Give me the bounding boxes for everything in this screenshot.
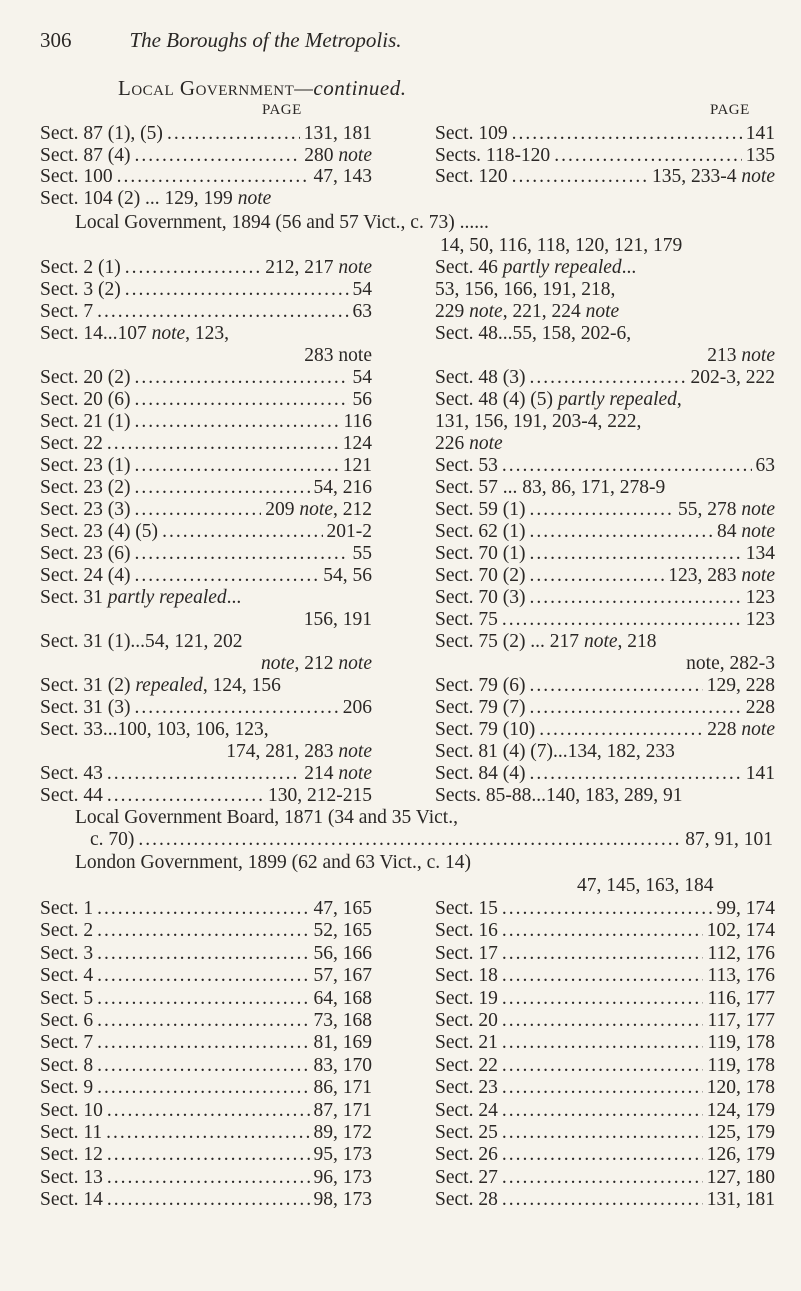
entry-section: Sect. 23 (4) (5) bbox=[40, 521, 159, 542]
entry-section: Sect. 22 bbox=[40, 433, 103, 454]
index-entry bbox=[40, 1077, 372, 1099]
entry-text: Sect. 57 ... 83, 86, 171, 278-9 bbox=[435, 477, 666, 498]
index-entry bbox=[40, 785, 372, 807]
entry-section: Sect. 8 bbox=[40, 1054, 94, 1076]
index-entry bbox=[40, 455, 372, 477]
entry-section: Sect. 70 (3) bbox=[435, 587, 526, 608]
entry-section: Sect. 24 bbox=[435, 1099, 498, 1121]
index-entry bbox=[435, 145, 775, 167]
entry-text: 226 note bbox=[435, 433, 503, 454]
entry-section: Sect. 13 bbox=[40, 1166, 103, 1188]
index-entry bbox=[435, 411, 775, 433]
entry-pages: 228 bbox=[745, 697, 775, 718]
index-entry bbox=[435, 543, 775, 565]
index-entry bbox=[40, 965, 372, 987]
entry-pages: 280 note bbox=[304, 144, 372, 166]
entry-pages: 123 bbox=[745, 609, 775, 630]
entry-section: Sect. 24 (4) bbox=[40, 565, 131, 586]
entry-pages: 283 note bbox=[304, 345, 372, 366]
index-entry bbox=[435, 367, 775, 389]
index-entry bbox=[40, 1144, 372, 1166]
entry-section: Sect. 20 bbox=[435, 1009, 498, 1031]
entry-pages: 174, 281, 283 note bbox=[226, 741, 372, 762]
entry-section: Sect. 2 bbox=[40, 920, 94, 942]
entry-section: Sect. 26 bbox=[435, 1144, 498, 1166]
index-entry bbox=[40, 1100, 372, 1122]
index-entry bbox=[40, 257, 372, 279]
index-entry bbox=[40, 499, 372, 521]
index-entry bbox=[40, 145, 372, 167]
entry-pages: 202-3, 222 bbox=[690, 367, 775, 388]
entry-section: Sect. 53 bbox=[435, 455, 498, 476]
entry-pages: 63 bbox=[352, 301, 372, 322]
entry-pages: 123, 283 note bbox=[668, 565, 775, 586]
entry-pages: 102, 174 bbox=[706, 920, 775, 942]
index-entry bbox=[435, 257, 775, 279]
section-title bbox=[118, 76, 406, 101]
entry-text: 229 note, 221, 224 note bbox=[435, 301, 620, 322]
entry-pages: 55 bbox=[352, 543, 372, 564]
index-entry bbox=[435, 565, 775, 587]
index-entry bbox=[435, 455, 775, 477]
entry-pages: 56 bbox=[352, 389, 372, 410]
index-entry bbox=[40, 697, 372, 719]
index-entry bbox=[435, 988, 775, 1010]
index-entry bbox=[40, 741, 372, 763]
entry-section: Sect. 21 bbox=[435, 1032, 498, 1054]
block1-left-column bbox=[40, 123, 372, 209]
entry-pages: 113, 176 bbox=[707, 965, 775, 987]
entry-section: Sect. 1 bbox=[40, 898, 94, 919]
index-entry bbox=[40, 1189, 372, 1211]
index-entry bbox=[435, 433, 775, 455]
entry-text: 131, 156, 191, 203-4, 222, bbox=[435, 411, 642, 432]
index-entry bbox=[40, 587, 372, 609]
entry-section: Sect. 2 (1) bbox=[40, 257, 121, 278]
entry-pages: 84 note bbox=[717, 521, 775, 542]
entry-section: Sect. 70 (1) bbox=[435, 543, 526, 564]
entry-pages: 130, 212-215 bbox=[268, 785, 372, 806]
entry-pages: 55, 278 note bbox=[678, 499, 775, 520]
index-entry bbox=[40, 1122, 372, 1144]
entry-pages: 121 bbox=[342, 455, 372, 476]
index-entry bbox=[435, 653, 775, 675]
index-entry bbox=[40, 188, 372, 210]
entry-pages: 125, 179 bbox=[706, 1121, 775, 1143]
index-entry bbox=[435, 631, 775, 653]
entry-pages: 89, 172 bbox=[313, 1121, 372, 1143]
entry-section: Sect. 9 bbox=[40, 1077, 94, 1099]
entry-section: Sect. 62 (1) bbox=[435, 521, 526, 542]
entry-section: Sect. 15 bbox=[435, 898, 498, 919]
entry-pages: note, 212 note bbox=[260, 653, 372, 674]
index-entry bbox=[40, 920, 372, 942]
entry-section: Sect. 43 bbox=[40, 763, 103, 784]
entry-pages: 135 bbox=[745, 144, 775, 166]
index-entry bbox=[40, 166, 372, 188]
index-entry bbox=[435, 1077, 775, 1099]
index-entry bbox=[435, 521, 775, 543]
entry-section: Sect. 20 (6) bbox=[40, 389, 131, 410]
index-entry bbox=[40, 477, 372, 499]
page-column-header-left: PAGE bbox=[262, 102, 302, 118]
entry-pages: 54 bbox=[352, 367, 372, 388]
entry-pages: 47, 143 bbox=[313, 166, 372, 187]
entry-pages: 81, 169 bbox=[313, 1032, 372, 1054]
entry-section: Sect. 23 (2) bbox=[40, 477, 131, 498]
index-entry bbox=[435, 279, 775, 301]
index-entry bbox=[435, 741, 775, 763]
index-entry bbox=[40, 279, 372, 301]
entry-section: Sect. 16 bbox=[435, 920, 498, 942]
index-entry bbox=[435, 587, 775, 609]
index-entry bbox=[40, 1055, 372, 1077]
entry-section: Sect. 23 bbox=[435, 1077, 498, 1099]
entry-pages: 116 bbox=[343, 411, 372, 432]
entry-section: Sect. 79 (6) bbox=[435, 675, 526, 696]
entry-section: Sect. 22 bbox=[435, 1054, 498, 1076]
entry-section: Sect. 21 (1) bbox=[40, 411, 131, 432]
index-entry bbox=[435, 898, 775, 920]
entry-section: Sects. 118-120 bbox=[435, 144, 551, 166]
block3-left-column bbox=[40, 898, 372, 1211]
entry-pages: 214 note bbox=[304, 763, 372, 784]
index-entry bbox=[435, 1055, 775, 1077]
entry-pages: 54, 216 bbox=[313, 477, 372, 498]
index-entry bbox=[435, 166, 775, 188]
entry-section: Sect. 120 bbox=[435, 166, 508, 187]
index-entry bbox=[40, 367, 372, 389]
lgb-act-chapter: c. 70) bbox=[90, 829, 135, 850]
entry-pages: 156, 191 bbox=[303, 609, 372, 630]
page-number: 306 bbox=[40, 28, 72, 52]
index-entry bbox=[435, 785, 775, 807]
entry-section: Sect. 19 bbox=[435, 987, 498, 1009]
entry-pages: 52, 165 bbox=[313, 920, 372, 942]
entry-pages: 127, 180 bbox=[706, 1166, 775, 1188]
index-entry bbox=[40, 675, 372, 697]
index-entry bbox=[435, 1189, 775, 1211]
entry-pages: 99, 174 bbox=[716, 898, 775, 919]
entry-section: Sect. 23 (6) bbox=[40, 543, 131, 564]
entry-pages: 209 note, 212 bbox=[265, 499, 372, 520]
entry-section: Sect. 7 bbox=[40, 1032, 94, 1054]
entry-section: Sect. 109 bbox=[435, 123, 508, 144]
london-act-title: London Government, 1899 (62 and 63 Vict., c. 14) bbox=[75, 852, 471, 873]
index-entry bbox=[40, 123, 372, 145]
entry-section: Sect. 79 (7) bbox=[435, 697, 526, 718]
index-entry bbox=[435, 920, 775, 942]
entry-section: Sect. 31 (3) bbox=[40, 697, 131, 718]
section-continued: —continued. bbox=[294, 76, 407, 100]
entry-text: Sects. 85-88...140, 183, 289, 91 bbox=[435, 785, 683, 806]
entry-text: Sect. 81 (4) (7)...134, 182, 233 bbox=[435, 741, 675, 762]
entry-pages: 126, 179 bbox=[706, 1144, 775, 1166]
entry-section: Sect. 17 bbox=[435, 942, 498, 964]
entry-section: Sect. 6 bbox=[40, 1009, 94, 1031]
entry-pages: 57, 167 bbox=[313, 965, 372, 987]
entry-pages: 56, 166 bbox=[313, 942, 372, 964]
entry-pages: 96, 173 bbox=[313, 1166, 372, 1188]
index-entry bbox=[40, 1167, 372, 1189]
index-entry bbox=[435, 301, 775, 323]
entry-section: Sect. 25 bbox=[435, 1121, 498, 1143]
index-entry bbox=[435, 965, 775, 987]
entry-section: Sect. 44 bbox=[40, 785, 103, 806]
index-entry bbox=[40, 1032, 372, 1054]
entry-pages: 73, 168 bbox=[313, 1009, 372, 1031]
section-name: Local Government bbox=[118, 76, 295, 100]
index-entry bbox=[435, 1122, 775, 1144]
entry-section: Sect. 27 bbox=[435, 1166, 498, 1188]
index-entry bbox=[40, 943, 372, 965]
running-title: The Boroughs of the Metropolis. bbox=[129, 28, 402, 52]
entry-pages: 119, 178 bbox=[707, 1054, 775, 1076]
entry-section: Sect. 18 bbox=[435, 965, 498, 987]
index-entry bbox=[40, 323, 372, 345]
entry-pages: 131, 181 bbox=[303, 123, 372, 144]
page-column-header-right: PAGE bbox=[710, 102, 750, 118]
entry-pages: 201-2 bbox=[326, 521, 372, 542]
entry-pages: 64, 168 bbox=[313, 987, 372, 1009]
index-entry bbox=[435, 1144, 775, 1166]
entry-pages: 98, 173 bbox=[313, 1189, 372, 1211]
index-entry bbox=[435, 1100, 775, 1122]
lgb-act-pages: 87, 91, 101 bbox=[685, 829, 773, 850]
entry-pages: note, 282-3 bbox=[686, 653, 775, 674]
entry-text: Sect. 48...55, 158, 202-6, bbox=[435, 323, 632, 344]
block2-right-column bbox=[435, 257, 775, 807]
entry-pages: 124, 179 bbox=[706, 1099, 775, 1121]
entry-section: Sect. 59 (1) bbox=[435, 499, 526, 520]
entry-text: Sect. 31 (1)...54, 121, 202 bbox=[40, 631, 243, 652]
entry-section: Sect. 10 bbox=[40, 1099, 103, 1121]
entry-section: Sect. 100 bbox=[40, 166, 113, 187]
index-entry bbox=[40, 521, 372, 543]
entry-text: Sect. 75 (2) ... 217 note, 218 bbox=[435, 631, 657, 652]
index-entry bbox=[40, 631, 372, 653]
block1-right-column bbox=[435, 123, 775, 188]
act-1894-pages: 14, 50, 116, 118, 120, 121, 179 bbox=[440, 235, 683, 256]
entry-section: Sect. 75 bbox=[435, 609, 498, 630]
entry-pages: 119, 178 bbox=[707, 1032, 775, 1054]
index-entry bbox=[435, 719, 775, 741]
running-head bbox=[40, 28, 402, 53]
entry-section: Sect. 28 bbox=[435, 1189, 498, 1211]
entry-section: Sect. 70 (2) bbox=[435, 565, 526, 586]
entry-section: Sect. 12 bbox=[40, 1144, 103, 1166]
index-entry bbox=[40, 389, 372, 411]
block3-right-column bbox=[435, 898, 775, 1211]
entry-text: Sect. 48 (4) (5) partly repealed, bbox=[435, 389, 682, 410]
entry-section: Sect. 84 (4) bbox=[435, 763, 526, 784]
lgb-act-line2 bbox=[90, 829, 773, 851]
entry-text: Sect. 31 (2) repealed, 124, 156 bbox=[40, 675, 281, 696]
index-entry bbox=[40, 411, 372, 433]
entry-pages: 47, 165 bbox=[313, 898, 372, 919]
entry-pages: 54, 56 bbox=[323, 565, 372, 586]
index-entry bbox=[435, 389, 775, 411]
index-entry bbox=[40, 988, 372, 1010]
entry-pages: 95, 173 bbox=[313, 1144, 372, 1166]
entry-text: Sect. 14...107 note, 123, bbox=[40, 323, 230, 344]
index-entry bbox=[40, 433, 372, 455]
entry-pages: 116, 177 bbox=[707, 987, 775, 1009]
entry-section: Sect. 5 bbox=[40, 987, 94, 1009]
entry-section: Sect. 79 (10) bbox=[435, 719, 536, 740]
entry-pages: 228 note bbox=[707, 719, 775, 740]
entry-pages: 141 bbox=[745, 123, 775, 144]
index-entry bbox=[435, 609, 775, 631]
entry-pages: 134 bbox=[745, 543, 775, 564]
entry-section: Sect. 20 (2) bbox=[40, 367, 131, 388]
entry-text: Sect. 46 partly repealed... bbox=[435, 257, 637, 278]
entry-section: Sect. 3 bbox=[40, 942, 94, 964]
entry-pages: 123 bbox=[745, 587, 775, 608]
entry-section: Sect. 23 (1) bbox=[40, 455, 131, 476]
entry-section: Sect. 48 (3) bbox=[435, 367, 526, 388]
entry-section: Sect. 7 bbox=[40, 301, 94, 322]
index-entry bbox=[40, 609, 372, 631]
index-entry bbox=[40, 565, 372, 587]
entry-pages: 87, 171 bbox=[313, 1099, 372, 1121]
entry-text: Sect. 31 partly repealed... bbox=[40, 587, 242, 608]
index-entry bbox=[435, 675, 775, 697]
entry-pages: 63 bbox=[755, 455, 775, 476]
index-entry bbox=[40, 763, 372, 785]
index-entry bbox=[435, 1032, 775, 1054]
entry-pages: 213 note bbox=[707, 345, 775, 366]
entry-pages: 131, 181 bbox=[706, 1189, 775, 1211]
entry-section: Sect. 87 (4) bbox=[40, 144, 131, 166]
entry-section: Sect. 4 bbox=[40, 965, 94, 987]
index-entry bbox=[40, 719, 372, 741]
index-entry bbox=[435, 697, 775, 719]
index-entry bbox=[435, 1167, 775, 1189]
entry-section: Sect. 3 (2) bbox=[40, 279, 121, 300]
entry-pages: 141 bbox=[745, 763, 775, 784]
index-entry bbox=[435, 499, 775, 521]
entry-pages: 124 bbox=[342, 433, 372, 454]
entry-pages: 135, 233-4 note bbox=[652, 166, 775, 187]
entry-section: Sect. 23 (3) bbox=[40, 499, 131, 520]
entry-text: Sect. 104 (2) ... 129, 199 note bbox=[40, 187, 272, 209]
entry-section: Sect. 14 bbox=[40, 1189, 103, 1211]
entry-section: Sect. 11 bbox=[40, 1121, 103, 1143]
index-entry bbox=[40, 301, 372, 323]
index-entry bbox=[435, 763, 775, 785]
entry-pages: 129, 228 bbox=[706, 675, 775, 696]
index-entry bbox=[435, 477, 775, 499]
index-entry bbox=[435, 323, 775, 345]
entry-pages: 117, 177 bbox=[707, 1009, 775, 1031]
entry-pages: 112, 176 bbox=[707, 942, 775, 964]
index-entry bbox=[435, 345, 775, 367]
index-entry bbox=[40, 653, 372, 675]
entry-pages: 86, 171 bbox=[313, 1077, 372, 1099]
entry-pages: 212, 217 note bbox=[265, 257, 372, 278]
entry-text: Sect. 33...100, 103, 106, 123, bbox=[40, 719, 269, 740]
index-entry bbox=[435, 123, 775, 145]
index-entry bbox=[40, 898, 372, 920]
act-1894-title: Local Government, 1894 (56 and 57 Vict., c. 73) ...... bbox=[75, 212, 489, 233]
entry-pages: 54 bbox=[352, 279, 372, 300]
entry-section: Sect. 87 (1), (5) bbox=[40, 123, 163, 144]
index-entry bbox=[40, 345, 372, 367]
entry-pages: 206 bbox=[342, 697, 372, 718]
entry-pages: 120, 178 bbox=[706, 1077, 775, 1099]
index-entry bbox=[40, 543, 372, 565]
index-entry bbox=[435, 943, 775, 965]
index-entry bbox=[435, 1010, 775, 1032]
block2-left-column bbox=[40, 257, 372, 807]
index-entry bbox=[40, 1010, 372, 1032]
entry-text: 53, 156, 166, 191, 218, bbox=[435, 279, 616, 300]
entry-pages: 83, 170 bbox=[313, 1054, 372, 1076]
lgb-act-line1: Local Government Board, 1871 (34 and 35 Vict., bbox=[75, 807, 458, 828]
london-act-pages: 47, 145, 163, 184 bbox=[577, 875, 714, 896]
